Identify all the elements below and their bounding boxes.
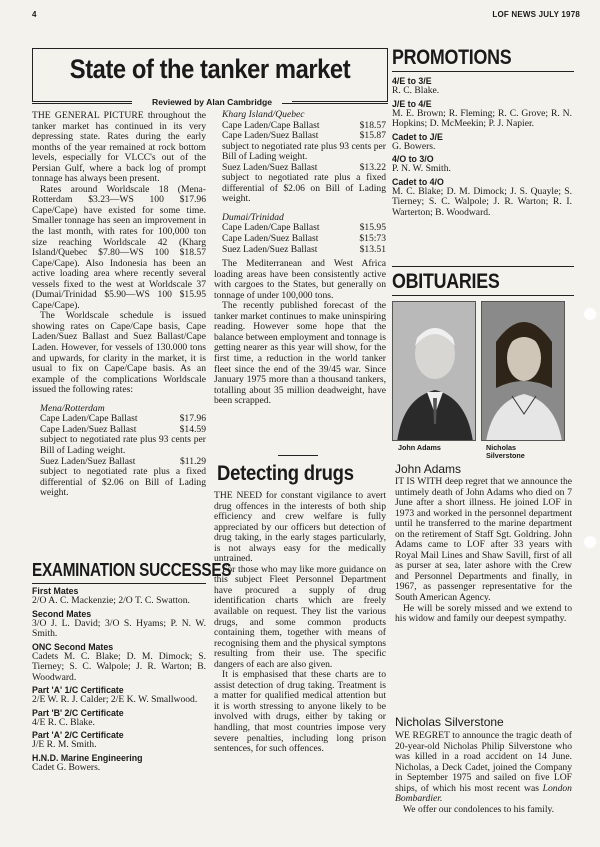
obituaries-title: OBITUARIES (392, 270, 500, 293)
exam-heading: Part 'A' 2/C Certificate (32, 730, 124, 741)
promotion-heading: 4/O to 3/O (392, 154, 434, 165)
promotion-names: M. E. Brown; R. Fleming; R. C. Grove; R. N. Hopkins; D. McMeekin; P. J. Napier. (392, 107, 572, 130)
drugs-title: Detecting drugs (217, 462, 354, 485)
rate-row: Cape Laden/Suez Ballast $14.59 (40, 423, 206, 435)
tanker-headline: State of the tanker market (69, 54, 351, 84)
tanker-column-1 (32, 111, 206, 502)
promotion-heading: Cadet to J/E (392, 131, 443, 142)
promotion-names: P. N. W. Smith. (392, 163, 451, 175)
promotion-names: G. Bowers. (392, 140, 436, 152)
rate-row: Suez Laden/Suez Ballast $13.51 (222, 243, 386, 255)
exam-names: 2/O A. C. Mackenzie; 2/O T. C. Swatton. (32, 595, 190, 606)
ship-name: London Bombardier. (395, 782, 572, 805)
drugs-paragraph: THE NEED for constant vigilance to avert drug offences in the interests of both ship efficiency and crew welfare is fully appreciated by our officers but detection of drug taking, in the early stages particularly, is not always easy for the medically untrained. (214, 490, 386, 565)
exam-names: Cadet G. Bowers. (32, 761, 101, 773)
tanker-headline-box (32, 48, 388, 102)
obituary-name-adams: John Adams (395, 462, 462, 476)
rates-port: Dumai/Trinidad (222, 211, 284, 223)
promotions-rule (392, 71, 574, 72)
exam-heading: Part 'A' 1/C Certificate (32, 685, 124, 696)
portrait-icon (393, 302, 476, 441)
tanker-column-2 (214, 110, 386, 407)
exam-names: Cadets M. C. Blake; D. M. Dimock; S. Tierney; S. C. Walpole; J. R. Warton; B. Woodward. (32, 650, 206, 683)
rates-kharg (222, 110, 386, 205)
drugs-paragraph: For those who may like more guidance on this subject Fleet Personnel Department have procured a supply of drug identification charts which are freely available on request. They list the various drugs, and some common products containing them, together with means of recognising them and the physical symptons resulting from their use. The specific dangers of each are also given. (214, 563, 386, 670)
page-number: 4 (32, 10, 37, 19)
caption-john-adams: John Adams (398, 443, 441, 452)
tanker-paragraph: The Mediterranean and West Africa loading areas have been consistently active with cargoes to the States, but generally on tonnage of under 100,000 tons. (214, 258, 386, 301)
punch-hole (584, 536, 596, 548)
exam-heading: Part 'B' 2/C Certificate (32, 707, 124, 718)
promotions-title: PROMOTIONS (392, 46, 512, 69)
obituary-silverstone-text (395, 731, 572, 815)
photo-nicholas-silverstone (481, 301, 565, 441)
tanker-paragraph: Rates around Worldscale 18 (Mena-Rotterdam $3.23—WS 100 $17.96 Cape/Cape) have existed for some time. Smaller tonnage has seen an improvement in the last month, with rates for 100,000 ton size reaching Worldscale 42 (Kharg Island/Quebec $7.80—WS 100 $18.57 Cape/Cape). Also Indonesia has been an active loading area where recently several vessels fixed to the west at Worldscale 37 (Dumai/Trinidad $5.90—WS 100 $15.95 Cape/Cape). (32, 183, 206, 311)
obituary-paragraph: We offer our condolences to his family. (403, 803, 555, 815)
rate-row: Cape Laden/Suez Ballast $15.87 (222, 130, 386, 142)
rate-row: Cape Laden/Cape Ballast $18.57 (222, 119, 386, 131)
promotion-names: M. C. Blake; D. M. Dimock; J. S. Quayle; S. Tierney; S. C. Walpole; J. R. Warton; R. I. Warterton; B. Woodward. (392, 185, 572, 218)
exam-names: 4/E R. C. Blake. (32, 716, 95, 728)
rate-row: Cape Laden/Suez Ballast $15:73 (222, 233, 386, 245)
exams-rule (32, 583, 206, 584)
rates-port: Kharg Island/Quebec (222, 109, 305, 120)
exam-heading: Second Mates (32, 608, 92, 619)
obituary-paragraph: He will be sorely missed and we extend to his widow and family our deepest sympathy. (395, 602, 572, 625)
exam-heading: ONC Second Mates (32, 641, 114, 652)
tanker-paragraph: The Worldscale schedule is issued showing rates on Cape/Cape basis, Cape Laden/Suez Ballast and Suez Ballast/Cape Laden. However, for vessels of 130.000 tons and upwards, for clarity in the market, it is usual to fix on Cape/Cape basis. As an example of the complications Worldscale issued the following rates: (32, 310, 206, 396)
rates-dumai (222, 213, 386, 255)
obituary-paragraph: IT IS WITH deep regret that we announce the untimely death of John Adams who died on 7 June after a short illness. He joined LOF in 1973 and worked in the personnel department until he transferred to the marine department on the retirement of Staff Sgt. Goldring. John Adams came to LOF after 33 years with Royal Mail Lines and Shaw Savill, first of all as purser at sea, later ashore with the Crew and Personnel Departments and finally, in 1967, as passenger representative for the South American Agency. (395, 476, 572, 604)
caption-nicholas-silverstone: Nicholas Silverstone (486, 443, 525, 460)
exam-names: 2/E W. R. J. Calder; 2/E K. W. Smallwood. (32, 694, 198, 706)
promotion-heading: 4/E to 3/E (392, 76, 432, 86)
exams-section (32, 560, 232, 773)
exam-heading: H.N.D. Marine Engineering (32, 752, 143, 763)
promotion-heading: J/E to 4/E (392, 98, 432, 109)
exam-names: J/E R. M. Smith. (32, 739, 97, 751)
drugs-paragraph: It is emphasised that these charts are to assist detection of drug taking. Treatment is a matter for qualified medical attention but it is worth stressing to anyone likely to be involved with drugs, either by taking or handling, that most countries impose very severe penalties, including long prison sentences, for such offences. (214, 669, 386, 755)
section-divider (278, 455, 318, 456)
running-head: LOF NEWS JULY 1978 (492, 10, 580, 19)
punch-hole (584, 308, 596, 320)
byline-rule-left (32, 103, 138, 104)
rate-note: subject to negotiated rate plus 93 cents per Bill of Lading weight. (222, 140, 386, 163)
rate-note: subject to negotiated rate plus 93 cents per Bill of Lading weight. (40, 434, 206, 456)
byline-rule-right (282, 103, 388, 104)
rates-port: Mena/Rotterdam (40, 402, 105, 414)
rates-mena (40, 404, 206, 499)
byline: Reviewed by Alan Cambridge (132, 97, 292, 107)
obituary-name-silverstone: Nicholas Silverstone (395, 715, 504, 729)
exam-heading: First Mates (32, 586, 79, 596)
rate-note: subject to negotiated rate plus a fixed differential of $2.06 on Bill of Lading weight. (222, 172, 386, 205)
promotions-column (392, 74, 572, 218)
promotion-heading: Cadet to 4/O (392, 176, 444, 187)
byline-row (32, 97, 388, 109)
rate-row: Cape Laden/Cape Ballast $17.96 (40, 413, 206, 425)
photo-john-adams (392, 301, 476, 441)
rate-note: subject to negotiated rate plus a fixed differential of $2.06 on Bill of Lading weight. (40, 466, 206, 499)
portrait-icon (482, 302, 565, 441)
exams-title: EXAMINATION SUCCESSES (32, 560, 232, 580)
obituary-adams-text (395, 477, 572, 625)
rate-row: Suez Laden/Suez Ballast $11.29 (40, 455, 206, 467)
obituary-paragraph: WE REGRET to announce the tragic death of 20-year-old Nicholas Philip Silverstone who was killed in a road accident on 14 June. Nicholas, a Deck Cadet, joined the Company in September 1975 and sailed on five LOF ships, of which his most recent was London Bombardier. (395, 730, 572, 805)
tanker-paragraph: THE GENERAL PICTURE throughout the tanker market has continued in its very depressing state. Rates during the early months of the year remained at rock bottom levels, especially for VLCC's out of the Persian Gulf, where a back log of prompt tonnage has always been present. (32, 110, 206, 185)
rate-row: Cape Laden/Cape Ballast $15.95 (222, 222, 386, 234)
promotion-names: R. C. Blake. (392, 85, 440, 96)
obituaries-rule (392, 295, 574, 296)
exam-names: 3/O J. L. David; 3/O S. Hyams; P. N. W. Smith. (32, 617, 206, 640)
obituaries-top-rule (392, 266, 574, 267)
rate-row: Suez Laden/Suez Ballast $13.22 (222, 161, 386, 173)
drugs-column (214, 491, 386, 755)
tanker-paragraph: The recently published forecast of the tanker market continues to make uninspiring reading. However some hope that the balance between employment and tonnage is getting nearer as this year will show, for the first time, a reduction in the world tanker fleet since the end of the 39/45 war. Since January 1975 more than a thousand tankers, totalling about 35 million deadweight, have been scrapped. (214, 300, 386, 407)
